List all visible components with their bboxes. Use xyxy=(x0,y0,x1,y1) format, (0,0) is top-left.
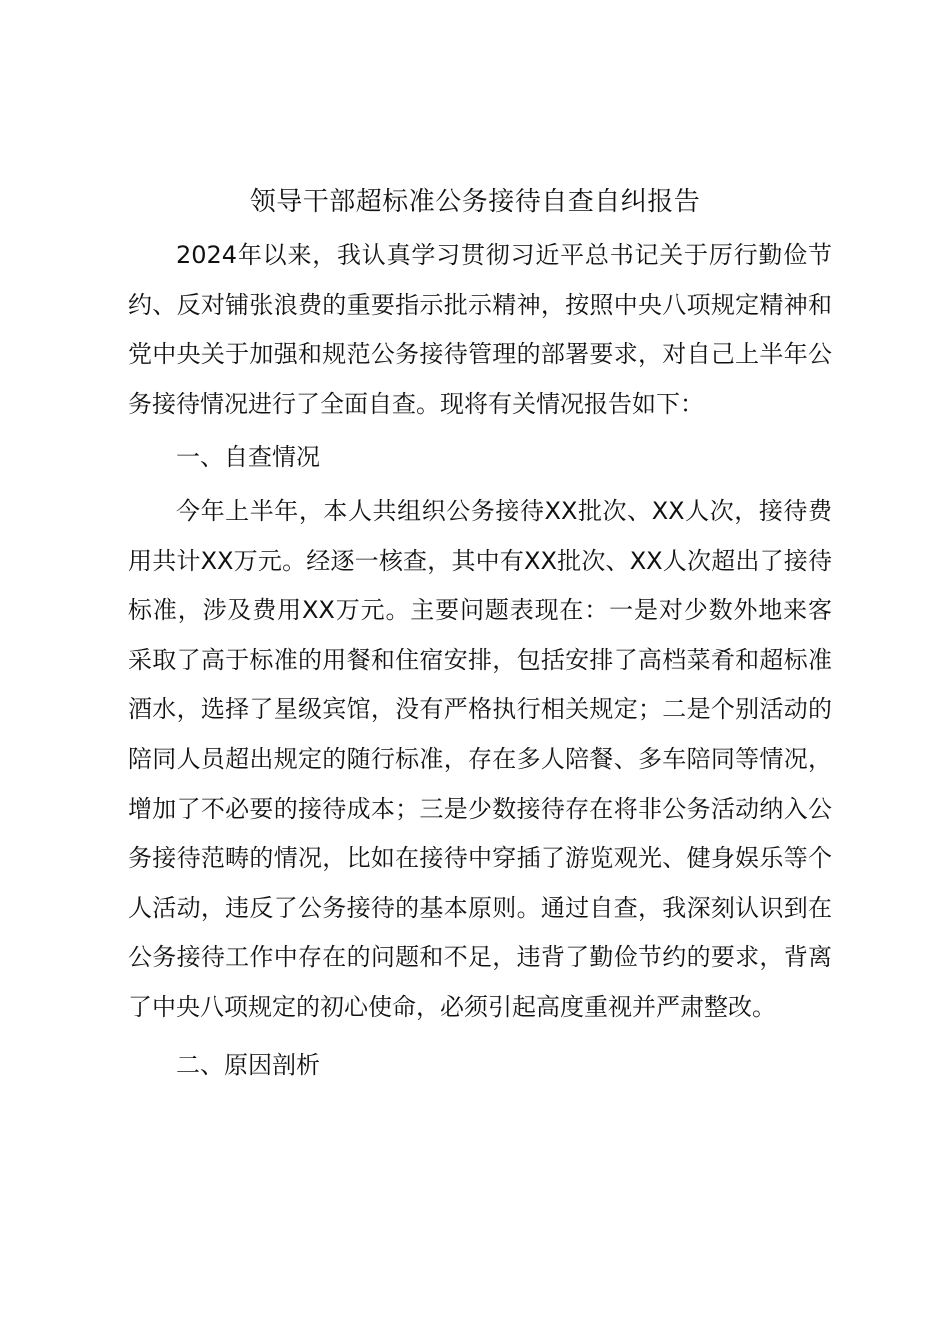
section-1-heading: 一、自查情况 xyxy=(176,443,320,472)
intro-paragraph: 2024年以来，我认真学习贯彻习近平总书记关于厉行勤俭节约、反对铺张浪费的重要指示批示精神，按照中央八项规定精神和党中央关于加强和规范公务接待管理的部署要求，对自己上半年公务接待情况进行了全面自查。现将有关情况报告如下： xyxy=(128,241,832,418)
section-2-heading: 二、原因剖析 xyxy=(176,1050,320,1079)
section-1-paragraph: 今年上半年，本人共组织公务接待XX批次、XX人次，接待费用共计XX万元。经逐一核查，其中有XX批次、XX人次超出了接待标准，涉及费用XX万元。主要问题表现在：一是对少数外地来客采取了高于标准的用餐和住宿安排，包括安排了高档菜肴和超标准酒水，选择了星级宾馆，没有严格执行相关规定；二是个别活动的陪同人员超出规定的随行标准，存在多人陪餐、多车陪同等情况，增加了不必要的接待成本；三是少数接待存在将非公务活动纳入公务接待范畴的情况，比如在接待中穿插了游览观光、健身娱乐等个人活动，违反了公务接待的基本原则。通过自查，我深刻认识到在公务接待工作中存在的问题和不足，违背了勤俭节约的要求，背离了中央八项规定的初心使命，必须引起高度重视并严肃整改。 xyxy=(128,496,832,1021)
document-title: 领导干部超标准公务接待自查自纠报告 xyxy=(249,187,701,217)
document-body xyxy=(128,231,832,1090)
